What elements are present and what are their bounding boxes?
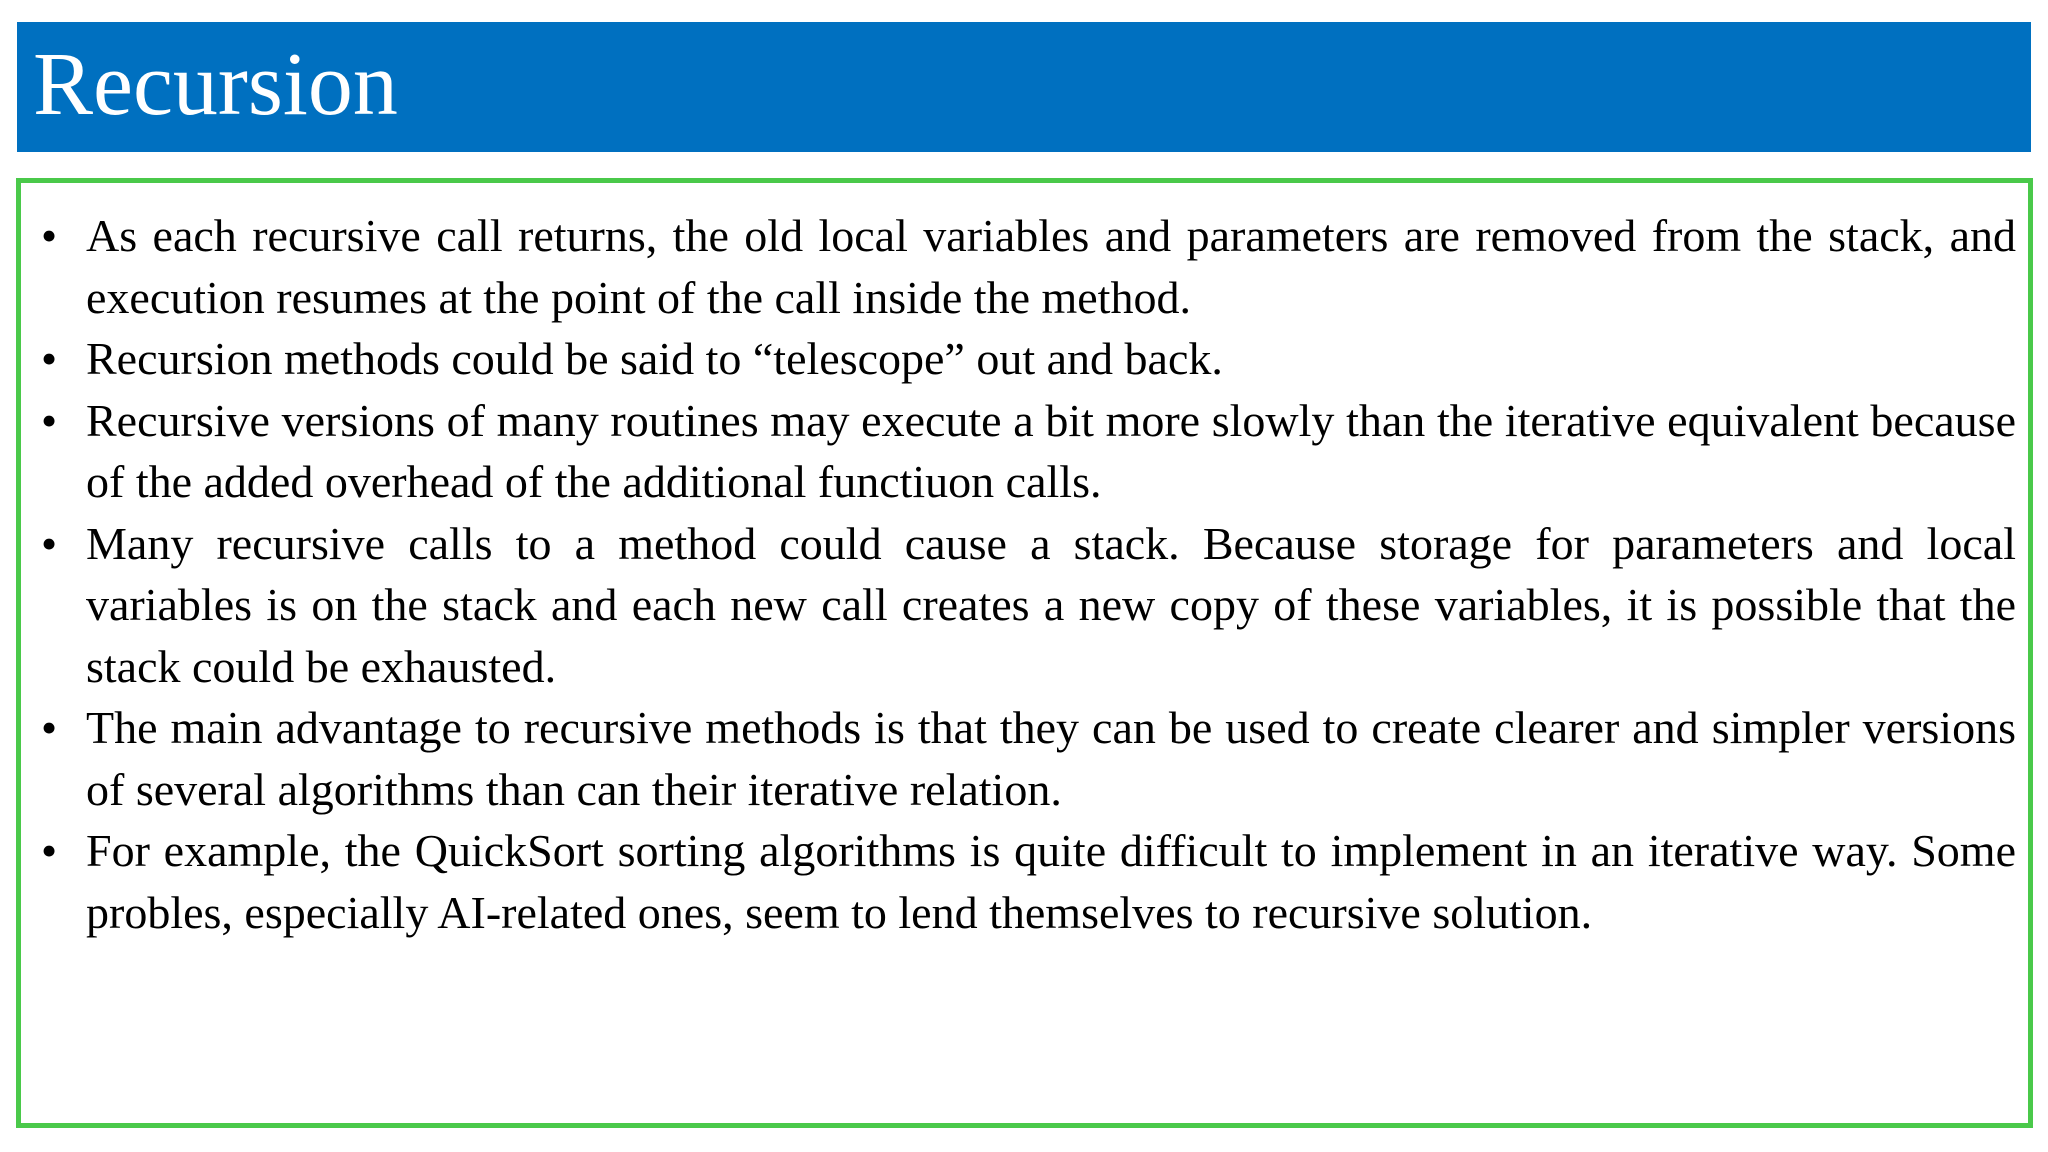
bullet-item: • Recursion methods could be said to “telescope” out and back. [86, 328, 2016, 390]
bullet-item: • Many recursive calls to a method could cause a stack. Because storage for parameters and local variables is on the stack and each new call creates a new copy of these variables, it is possible that the stack could be exhausted. [86, 513, 2016, 698]
slide-title: Recursion [33, 35, 398, 134]
content-box [16, 178, 2033, 1128]
bullet-list [86, 205, 2016, 943]
bullet-item: • The main advantage to recursive methods is that they can be used to create clearer and simpler versions of several algorithms than can their iterative relation. [86, 697, 2016, 820]
bullet-item: • Recursive versions of many routines may execute a bit more slowly than the iterative equivalent because of the added overhead of the additional functiuon calls. [86, 390, 2016, 513]
bullet-item: • As each recursive call returns, the old local variables and parameters are removed from the stack, and execution resumes at the point of the call inside the method. [86, 205, 2016, 328]
bullet-item: • For example, the QuickSort sorting algorithms is quite difficult to implement in an iterative way. Some probles, especially AI-related ones, seem to lend themselves to recursive solution. [86, 820, 2016, 943]
title-bar [17, 22, 2031, 152]
